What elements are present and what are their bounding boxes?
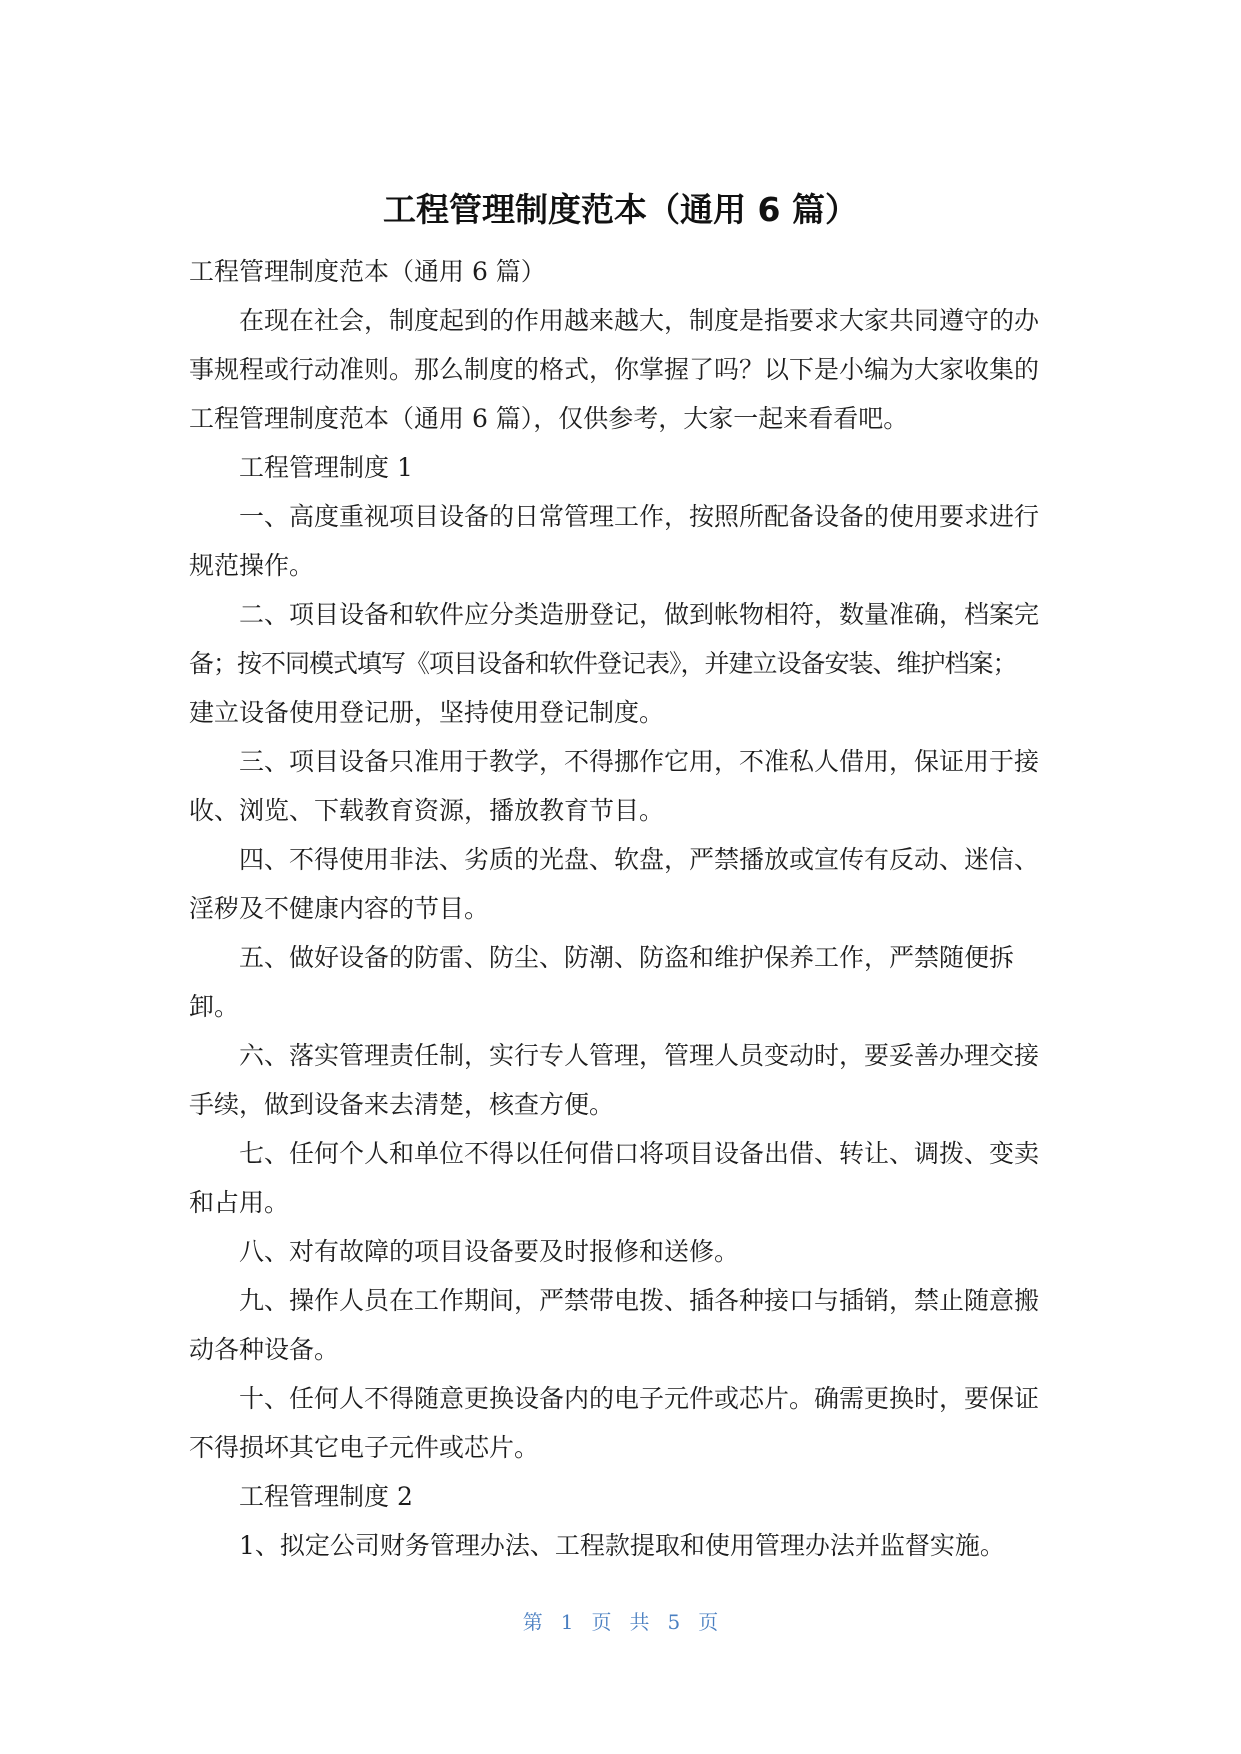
text-line: 动各种设备。	[189, 1335, 340, 1364]
text-line: 规范操作。	[189, 551, 315, 580]
intro-paragraph	[189, 296, 1041, 443]
text-line: 1、拟定公司财务管理办法、工程款提取和使用管理办法并监督实施。	[239, 1531, 1005, 1560]
text-line: 卸。	[189, 992, 240, 1021]
rule-item	[189, 933, 1041, 1031]
text-line: 手续，做到设备来去清楚，核查方便。	[189, 1090, 615, 1119]
rule-item	[189, 1276, 1041, 1374]
text-line: 备；按不同模式填写《项目设备和软件登记表》，并建立设备安装、维护档案；	[189, 649, 1017, 678]
text-line: 六、落实管理责任制，实行专人管理，管理人员变动时，要妥善办理交接	[239, 1041, 1040, 1070]
text-line: 收、浏览、下载教育资源，播放教育节目。	[189, 796, 665, 825]
text-line: 在现在社会，制度起到的作用越来越大，制度是指要求大家共同遵守的办	[239, 306, 1040, 335]
text-line: 九、操作人员在工作期间，严禁带电拨、插各种接口与插销，禁止随意搬	[239, 1286, 1040, 1315]
text-line: 建立设备使用登记册，坚持使用登记制度。	[189, 698, 665, 727]
total-label-suffix: 页	[698, 1610, 719, 1634]
text-line: 七、任何个人和单位不得以任何借口将项目设备出借、转让、调拨、变卖	[239, 1139, 1040, 1168]
document-title: 工程管理制度范本（通用 6 篇）	[383, 190, 858, 229]
section-heading	[189, 1472, 1041, 1521]
rule-item	[189, 492, 1041, 590]
text-line: 淫秽及不健康内容的节目。	[189, 894, 490, 923]
rule-item	[189, 1031, 1041, 1129]
total-pages-number: 5	[667, 1610, 681, 1634]
text-line: 八、对有故障的项目设备要及时报修和送修。	[239, 1237, 740, 1266]
text-line: 工程管理制度范本（通用 6 篇），仅供参考，大家一起来看看吧。	[189, 404, 909, 433]
rule-item	[189, 737, 1041, 835]
text-line: 四、不得使用非法、劣质的光盘、软盘，严禁播放或宣传有反动、迷信、	[239, 845, 1040, 874]
document-body	[189, 247, 1041, 1570]
rule-item	[189, 835, 1041, 933]
text-line: 和占用。	[189, 1188, 290, 1217]
text-line: 十、任何人不得随意更换设备内的电子元件或芯片。确需更换时，要保证	[239, 1384, 1040, 1413]
text-line: 事规程或行动准则。那么制度的格式，你掌握了吗？以下是小编为大家收集的	[189, 355, 1040, 384]
text-line: 一、高度重视项目设备的日常管理工作，按照所配备设备的使用要求进行	[239, 502, 1040, 531]
rule-item	[189, 1521, 1041, 1570]
current-page-number: 1	[560, 1610, 574, 1634]
page-footer	[0, 1608, 1241, 1636]
document-subtitle	[189, 247, 1041, 296]
rule-item	[189, 1129, 1041, 1227]
text-line: 不得损坏其它电子元件或芯片。	[189, 1433, 540, 1462]
text-line: 三、项目设备只准用于教学，不得挪作它用，不准私人借用，保证用于接	[239, 747, 1040, 776]
rule-item	[189, 1227, 1041, 1276]
section-heading	[189, 443, 1041, 492]
rule-item	[189, 1374, 1041, 1472]
text-line: 五、做好设备的防雷、防尘、防潮、防盗和维护保养工作，严禁随便拆	[239, 943, 1015, 972]
text-line: 工程管理制度 1	[239, 453, 413, 482]
total-label-prefix: 共	[629, 1610, 650, 1634]
page-label-suffix: 页	[591, 1610, 612, 1634]
text-line: 工程管理制度范本（通用 6 篇）	[189, 257, 546, 286]
text-line: 二、项目设备和软件应分类造册登记，做到帐物相符，数量准确，档案完	[239, 600, 1040, 629]
page-label-prefix: 第	[522, 1610, 543, 1634]
text-line: 工程管理制度 2	[239, 1482, 413, 1511]
rule-item	[189, 590, 1041, 737]
